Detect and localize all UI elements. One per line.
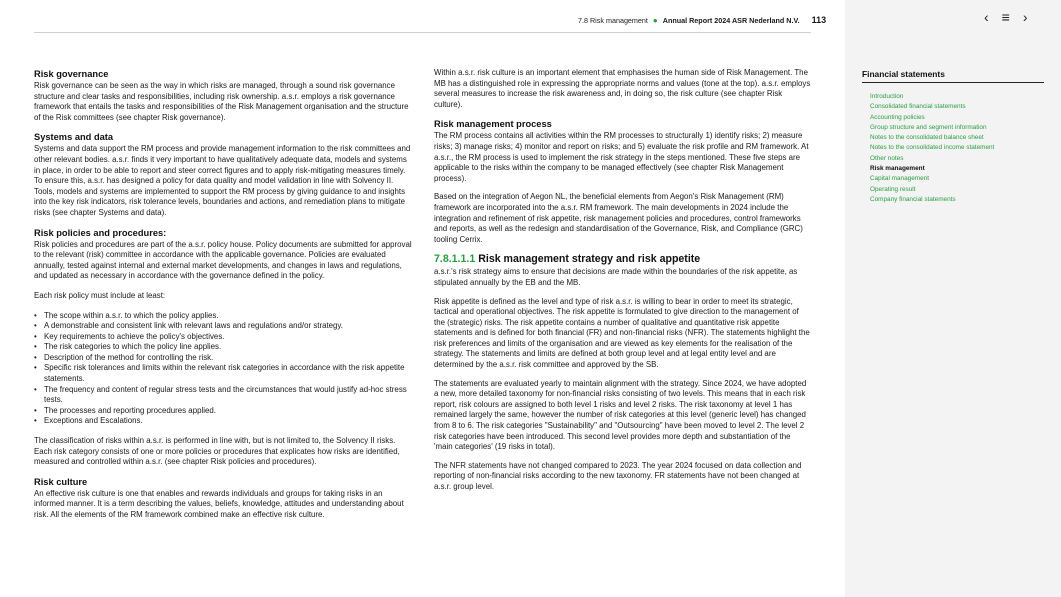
list-item: • Exceptions and Escalations. [44,416,412,427]
page-navigation [984,10,1028,24]
list-item: • A demonstrable and consistent link with relevant laws and regulations and/or strategy. [44,321,412,332]
section-risk-governance [34,68,412,123]
risk-culture-continued [434,68,811,110]
list-item: • The risk categories to which the policy line applies. [44,342,412,353]
header-report-title: Annual Report 2024 ASR Nederland N.V. [662,15,800,25]
sidebar-item-income-statement-notes[interactable]: Notes to the consolidated income statement [870,144,995,152]
page-header [578,14,826,26]
sidebar-item-capital-management[interactable]: Capital management [870,175,929,183]
list-item: • Specific risk tolerances and limits within the relevant risk categories in accordance with the risk appetite statements. [44,363,412,384]
paragraph: Systems and data support the RM process and provide management information to the risk committees and other relevant bodies. a.s.r. finds it very important to have qualitatively adequate data, models and systems in place, in order to be able to report and steer correct figures and to apply risk-mitigating measures timely. To ensure this, a.s.r. has designed a policy for data quality and model validation in line with Solvency II. Tools, models and systems are implemented to support the RM process by giving guidance to and insights into the key risk indicators, risk tolerance levels, boundaries and actions, and remediation plans to mitigate risks (see chapter Systems and data). [34,144,411,217]
sidebar-nav-list [870,92,1040,205]
section-risk-policies [34,227,412,468]
sidebar-item-balance-sheet-notes[interactable]: Notes to the consolidated balance sheet [870,134,984,142]
statements-evaluation [434,379,811,453]
left-column [34,68,412,529]
section-rm-process [434,118,811,184]
paragraph: The statements are evaluated yearly to maintain alignment with the strategy. Since 2024, we have adopted a new, more detailed taxonomy for non-financial risks consisting of two levels. This means that in each risk report, risk colours are assigned to both level 1 risks and level 2 risks. The risk taxonomy at level 1 has remained largely the same, however the number of risk categories at this level (generic level) has changed from 8 to 6. The risk categories "Sustainability" and "Outsourcing" have been moved to level 2. The level 2 risk categories have been introduced. This second level provides more depth and substantiation of the 'main categories' (19 risks in total). [434,378,807,452]
list-item: • Key requirements to achieve the policy's objectives. [44,332,412,343]
page-number: 113 [811,15,827,25]
section-heading: Systems and data [34,132,114,143]
paragraph: a.s.r.'s risk strategy aims to ensure that decisions are made within the boundaries of the risk appetite, as stipulated annually by the EB and the MB. [434,267,798,287]
paragraph: Risk governance can be seen as the way in which risks are managed, through a sound risk governance structure and clear tasks and responsibilities, including risk ownership. a.s.r. employs a risk governance framework that entails the tasks and responsibilities of the Risk Management organisation and the structure of the Risk committees (see chapter Risk governance). [34,81,409,122]
header-separator-dot: ● [652,15,658,25]
sidebar-item-company-financial-statements[interactable]: Company financial statements [870,195,956,203]
list-item: • The frequency and content of regular stress tests and the circumstances that would justify ad-hoc stress tests. [44,385,412,406]
sidebar-item-consolidated-financial-statements[interactable]: Consolidated financial statements [870,103,966,111]
paragraph: Within a.s.r. risk culture is an important element that emphasises the human side of Risk Management. The MB has a distinguished role in expressing the appropriate norms and values (tone at the top). a.s.r. employs several measures to increase the risk awareness and, in doing so, the risk culture (see chapter Risk culture). [434,68,811,109]
paragraph: The NFR statements have not changed compared to 2023. The year 2024 focused on data collection and reporting of non-financial risks according to the new taxonomy. FR statements have not been changed at a.s.r. group level. [434,460,802,491]
section-heading: Risk policies and procedures: [34,227,167,238]
nfr-statements [434,461,811,493]
header-section: 7.8 Risk management [578,15,648,25]
section-heading: Risk governance [34,69,109,79]
subsection-heading [434,253,811,266]
section-risk-strategy [434,253,811,288]
paragraph: The RM process contains all activities within the RM processes to structurally 1) identify risks; 2) measure risks; 3) manage risks; 4) monitor and report on risks; and 5) evaluate the risk profile and RM framework. At a.s.r., the RM process is used to implement the risk strategy in the steps mentioned. These five steps are applicable to the risks within the company to be managed effectively (see chapter Risk Management process). [434,131,809,183]
sidebar-item-introduction[interactable]: Introduction [870,93,904,100]
risk-appetite [434,297,811,371]
sidebar-item-operating-result[interactable]: Operating result [870,185,916,193]
paragraph: An effective risk culture is one that enables and rewards individuals and groups for taking risks in an informed manner. It is a term describing the values, beliefs, knowledge, attitudes and understanding about risk. All the elements of the RM framework combined make an effective risk culture. [34,488,404,519]
chevron-right-icon[interactable]: › [1022,9,1028,25]
paragraph: The classification of risks within a.s.r. is performed in line with, but is not limited to, the Solvency II risks. Each risk category consists of one or more policies or procedures that explicates how risks are identified, measured and controlled within a.s.r. (see chapter Risk policies and procedures). [34,436,400,467]
sidebar-item-accounting-policies[interactable]: Accounting policies [870,113,925,121]
sidebar-title: Financial statements [862,69,1044,83]
section-systems-and-data [34,131,412,218]
section-heading: Risk management process [434,119,552,130]
paragraph: Each risk policy must include at least: [34,290,166,300]
sidebar-item-other-notes[interactable]: Other notes [870,154,904,162]
header-divider [34,32,811,33]
list-item: • The scope within a.s.r. to which the policy applies. [44,311,412,322]
chevron-left-icon[interactable]: ‹ [984,9,989,25]
policy-requirements-list [34,311,412,428]
right-column [434,68,811,501]
list-item: • Description of the method for controlling the risk. [44,353,412,364]
paragraph: Risk appetite is defined as the level and type of risk a.s.r. is willing to bear in order to meet its strategic, tactical and operational objectives. The risk appetite is formulated to give direction to the management of the (strategic) risks. The risk appetite contains a number of qualitative and quantitative risk appetite statements and is defined for both financial (FR) and non-financial risks (NFR). The statements highlight the risk preferences and limits of the organisation and are viewed as key elements for the realisation of the strategy. The statements and limits are defined at both group level and at legal entity level and are determined by the a.s.r. risk committee and approved by the SB. [434,296,810,370]
sidebar-item-risk-management[interactable]: Risk management [870,165,925,173]
section-heading: Risk culture [34,476,88,487]
sidebar-item-group-structure[interactable]: Group structure and segment information [870,123,987,131]
paragraph: Based on the integration of Aegon NL, the beneficial elements from Aegon's Risk Management (RM) framework are incorporated into the a.s.r. RM framework. The main developments in 2024 include the integration and refinement of risk appetite, risk management policies and procedures, control frameworks and reports, as well as the redesign and standardisation of the Governance, Risk, and Compliance (GRC) tooling Cerrix. [434,192,803,244]
section-number: 7.8.1.1.1 [434,253,476,266]
paragraph: Risk policies and procedures are part of the a.s.r. policy house. Policy documents are submitted for approval to the relevant (risk) committee in accordance with the applicable governance. Policies are evaluated annually, tested against internal and external market developments, and changes in laws and regulations, and updated as necessary in accordance with the governance defined in the policy. [34,239,412,281]
list-item: • The processes and reporting procedures applied. [44,406,412,417]
navigation-sidebar [845,0,1061,597]
aegon-integration [434,192,811,245]
section-risk-culture [34,476,412,521]
subsection-title: Risk management strategy and risk appetite [478,253,701,266]
menu-icon[interactable]: ≡ [1001,9,1010,25]
